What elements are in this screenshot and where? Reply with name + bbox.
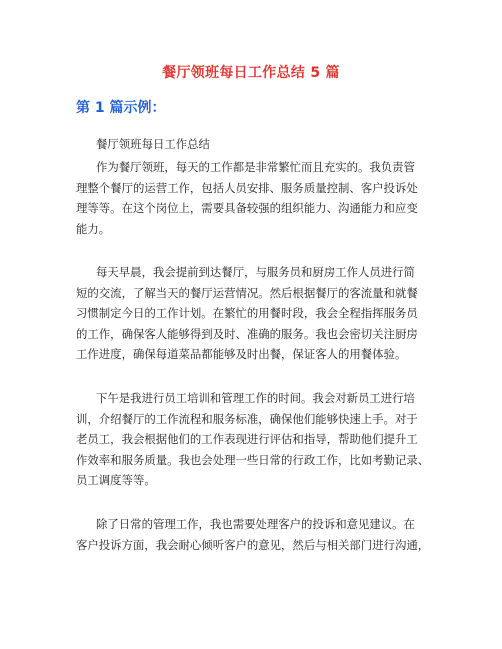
paragraph-line: 作为餐厅领班，每天的工作都是非常繁忙而且充实的。我负责管	[96, 160, 415, 174]
paragraph-1	[76, 157, 426, 239]
paragraph-line: 老员工，我会根据他们的工作表现进行评估和指导，帮助他们提升工	[76, 432, 418, 447]
paragraph-line: 作效率和服务质量。我也会处理一些日常的行政工作，比如考勤记录、	[76, 452, 430, 467]
document-subtitle: 餐厅领班每日工作总结	[96, 137, 210, 151]
paragraph-line: 员工调度等等。	[76, 473, 156, 488]
paragraph-line: 除了日常的管理工作，我也需要处理客户的投诉和意见建议。在	[96, 517, 415, 531]
paragraph-2	[76, 262, 426, 365]
paragraph-4	[76, 514, 430, 555]
paragraph-line: 理等等。在这个岗位上，需要具备较强的组织能力、沟通能力和应变	[76, 201, 418, 216]
paragraph-line: 下午是我进行员工培训和管理工作的时间。我会对新员工进行培	[96, 391, 415, 405]
paragraph-line: 的工作，确保客人能够得到及时、准确的服务。我也会密切关注厨房	[76, 326, 418, 341]
paragraph-line: 每天早晨，我会提前到达餐厅，与服务员和厨房工作人员进行简	[96, 265, 415, 279]
paragraph-line: 工作进度，确保每道菜品都能够及时出餐，保证客人的用餐体验。	[76, 347, 407, 362]
paragraph-3	[76, 388, 430, 491]
paragraph-line: 客户投诉方面，我会耐心倾听客户的意见，然后与相关部门进行沟通，	[76, 537, 430, 552]
section-heading: 第 1 篇示例：	[76, 100, 166, 116]
paragraph-line: 能力。	[76, 221, 111, 236]
paragraph-line: 习惯制定今日的工作计划。在繁忙的用餐时段，我会全程指挥服务员	[76, 306, 418, 321]
paragraph-line: 短的交流，了解当天的餐厅运营情况。然后根据餐厅的客流量和就餐	[76, 285, 418, 300]
document-title: 餐厅领班每日工作总结 5 篇	[162, 65, 340, 81]
paragraph-line: 理整个餐厅的运营工作，包括人员安排、服务质量控制、客户投诉处	[76, 180, 418, 195]
paragraph-line: 训，介绍餐厅的工作流程和服务标准，确保他们能够快速上手。对于	[76, 411, 418, 426]
